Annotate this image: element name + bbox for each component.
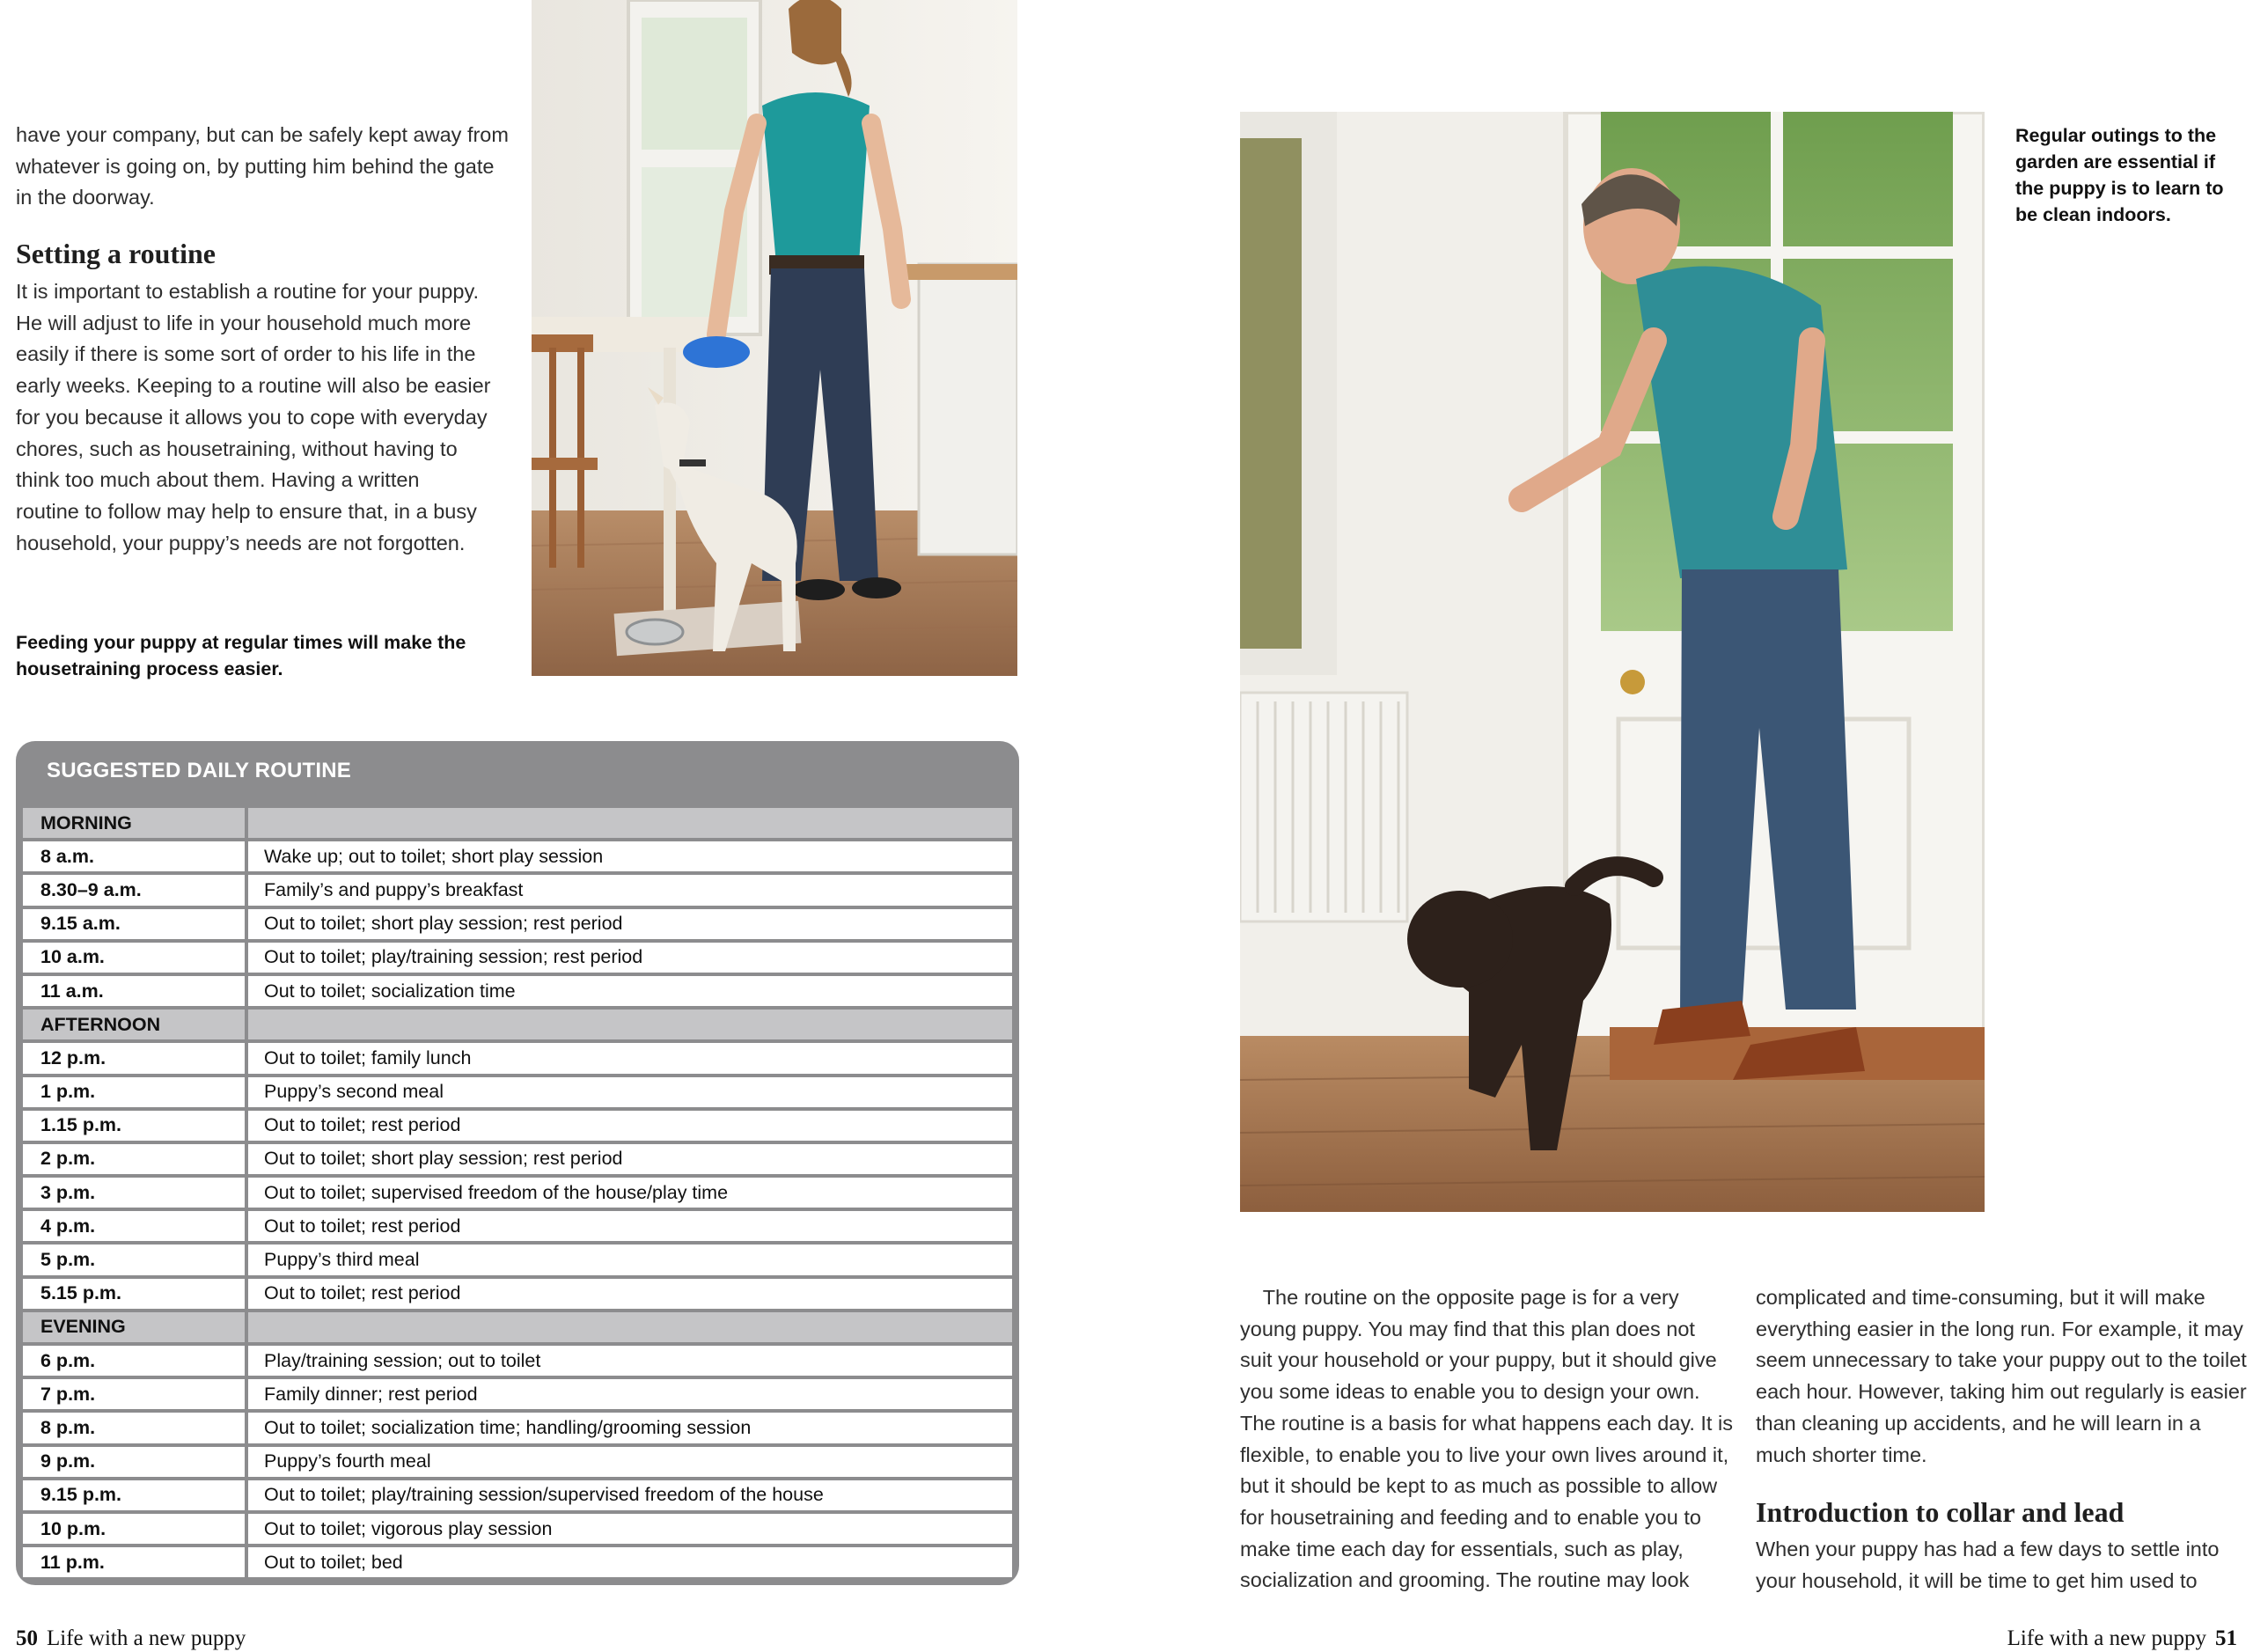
collar-lead-heading: Introduction to collar and lead xyxy=(1756,1496,2125,1528)
routine-activity: Play/training session; out to toilet xyxy=(245,1346,1012,1376)
suggested-daily-routine-table xyxy=(16,741,1019,1585)
routine-time: 1.15 p.m. xyxy=(23,1111,245,1141)
routine-time: 9.15 p.m. xyxy=(23,1480,245,1510)
routine-time: 5 p.m. xyxy=(23,1245,245,1274)
garden-door-illustration xyxy=(1240,112,1985,1212)
column2-line: each hour. However, taking him out regularly is easier xyxy=(1756,1380,2247,1404)
routine-activity: Out to toilet; rest period xyxy=(245,1279,1012,1309)
routine-section-row xyxy=(23,1312,1012,1342)
column1-line: The routine on the opposite page is for a very xyxy=(1240,1286,1679,1309)
paragraph-line: think too much about them. Having a written xyxy=(16,468,420,492)
column1-line: but it should be kept to as much as possible to allow xyxy=(1240,1474,1718,1498)
paragraph-line: When your puppy has had a few days to settle into xyxy=(1756,1538,2220,1560)
paragraph-line: He will adjust to life in your household much more xyxy=(16,311,472,334)
column1-line: flexible, to enable you to live your own lives around it, xyxy=(1240,1443,1729,1466)
routine-activity: Wake up; out to toilet; short play session xyxy=(245,841,1012,871)
caption-line: the puppy is to learn to xyxy=(2015,178,2224,199)
intro-line: whatever is going on, by putting him behind the gate xyxy=(16,154,495,178)
routine-time: 8.30–9 a.m. xyxy=(23,875,245,905)
column2-line: than cleaning up accidents, and he will learn in a xyxy=(1756,1411,2201,1435)
routine-row xyxy=(23,1111,1012,1141)
routine-activity: Family’s and puppy’s breakfast xyxy=(245,875,1012,905)
setting-routine-heading: Setting a routine xyxy=(16,238,216,269)
routine-activity: Out to toilet; supervised freedom of the house/play time xyxy=(245,1178,1012,1208)
routine-activity xyxy=(245,1312,1012,1342)
section-label: AFTERNOON xyxy=(23,1010,245,1039)
column2-line: much shorter time. xyxy=(1756,1443,1927,1466)
right-column-2 xyxy=(1756,1282,2253,1471)
routine-row xyxy=(23,1379,1012,1409)
column2-line: complicated and time-consuming, but it will make xyxy=(1756,1286,2205,1309)
routine-time: 3 p.m. xyxy=(23,1178,245,1208)
garden-door-photo xyxy=(1240,112,1985,1212)
routine-time: 8 a.m. xyxy=(23,841,245,871)
routine-row xyxy=(23,943,1012,973)
intro-line: have your company, but can be safely kept away from xyxy=(16,123,509,146)
feeding-photo-caption xyxy=(16,629,509,682)
left-intro-paragraph xyxy=(16,120,526,214)
routine-row xyxy=(23,1346,1012,1376)
routine-row xyxy=(23,1178,1012,1208)
routine-activity: Puppy’s third meal xyxy=(245,1245,1012,1274)
page-number: 50 xyxy=(16,1626,38,1650)
routine-row xyxy=(23,1211,1012,1241)
routine-activity: Out to toilet; rest period xyxy=(245,1111,1012,1141)
routine-time: 2 p.m. xyxy=(23,1144,245,1174)
routine-time: 11 a.m. xyxy=(23,976,245,1006)
routine-time: 9 p.m. xyxy=(23,1447,245,1477)
routine-time: 7 p.m. xyxy=(23,1379,245,1409)
routine-row xyxy=(23,1547,1012,1577)
routine-time: 10 p.m. xyxy=(23,1514,245,1544)
column2-line: seem unnecessary to take your puppy out to the toilet xyxy=(1756,1348,2247,1372)
routine-row xyxy=(23,841,1012,871)
routine-row xyxy=(23,976,1012,1006)
column1-line: suit your household or your puppy, but it should give xyxy=(1240,1348,1717,1372)
routine-time: 10 a.m. xyxy=(23,943,245,973)
caption-line: housetraining process easier. xyxy=(16,658,283,679)
column1-line: you some ideas to enable you to design your own. xyxy=(1240,1380,1700,1404)
routine-time: 6 p.m. xyxy=(23,1346,245,1376)
routine-row xyxy=(23,1077,1012,1107)
routine-row xyxy=(23,1043,1012,1073)
section-label: MORNING xyxy=(23,808,245,838)
routine-table-body xyxy=(23,808,1012,1577)
routine-activity xyxy=(245,808,1012,838)
routine-activity: Out to toilet; play/training session/supervised freedom of the house xyxy=(245,1480,1012,1510)
routine-activity: Out to toilet; family lunch xyxy=(245,1043,1012,1073)
routine-row xyxy=(23,875,1012,905)
routine-time: 8 p.m. xyxy=(23,1413,245,1443)
routine-activity: Out to toilet; play/training session; rest period xyxy=(245,943,1012,973)
routine-row xyxy=(23,1514,1012,1544)
routine-activity: Out to toilet; socialization time; handling/grooming session xyxy=(245,1413,1012,1443)
intro-line: in the doorway. xyxy=(16,186,155,209)
routine-time: 4 p.m. xyxy=(23,1211,245,1241)
routine-row xyxy=(23,909,1012,939)
column2-line: everything easier in the long run. For example, it may xyxy=(1756,1317,2243,1340)
routine-time: 5.15 p.m. xyxy=(23,1279,245,1309)
page-number: 51 xyxy=(2215,1626,2237,1650)
routine-activity: Out to toilet; short play session; rest period xyxy=(245,1144,1012,1174)
caption-line: be clean indoors. xyxy=(2015,204,2171,225)
column1-line: young puppy. You may find that this plan does not xyxy=(1240,1317,1695,1340)
routine-row xyxy=(23,1279,1012,1309)
routine-time: 1 p.m. xyxy=(23,1077,245,1107)
column1-line: The routine is a basis for what happens each day. It is xyxy=(1240,1411,1733,1435)
column1-line: socialization and grooming. The routine may look xyxy=(1240,1568,1690,1592)
running-title: Life with a new puppy xyxy=(47,1626,246,1650)
paragraph-line: routine to follow may help to ensure that, in a busy xyxy=(16,499,477,523)
routine-row xyxy=(23,1245,1012,1274)
caption-line: Feeding your puppy at regular times will make the xyxy=(16,632,466,653)
left-folio xyxy=(16,1626,246,1651)
routine-time: 9.15 a.m. xyxy=(23,909,245,939)
feeding-puppy-photo xyxy=(532,0,1017,676)
routine-activity: Puppy’s fourth meal xyxy=(245,1447,1012,1477)
caption-line: Regular outings to the xyxy=(2015,125,2217,146)
caption-line: garden are essential if xyxy=(2015,151,2216,173)
routine-time: 12 p.m. xyxy=(23,1043,245,1073)
routine-row xyxy=(23,1480,1012,1510)
feeding-puppy-illustration xyxy=(532,0,1017,676)
paragraph-line: chores, such as housetraining, without having to xyxy=(16,437,458,460)
routine-row xyxy=(23,1144,1012,1174)
garden-photo-caption xyxy=(2015,122,2244,228)
paragraph-line: for you because it allows you to cope with everyday xyxy=(16,405,488,429)
collar-lead-paragraph xyxy=(1756,1534,2253,1597)
running-title: Life with a new puppy xyxy=(2007,1626,2206,1650)
routine-activity xyxy=(245,1010,1012,1039)
paragraph-line: easily if there is some sort of order to his life in the xyxy=(16,342,476,366)
routine-row xyxy=(23,1447,1012,1477)
paragraph-line: It is important to establish a routine for your puppy. xyxy=(16,280,479,303)
routine-activity: Out to toilet; socialization time xyxy=(245,976,1012,1006)
routine-activity: Family dinner; rest period xyxy=(245,1379,1012,1409)
column1-line: for housetraining and feeding and to enable you to xyxy=(1240,1505,1701,1529)
paragraph-line: your household, it will be time to get him used to xyxy=(1756,1568,2198,1592)
paragraph-line: early weeks. Keeping to a routine will also be easier xyxy=(16,374,491,398)
routine-activity: Out to toilet; rest period xyxy=(245,1211,1012,1241)
right-column-1 xyxy=(1240,1282,1742,1597)
routine-row xyxy=(23,1413,1012,1443)
routine-section-row xyxy=(23,808,1012,838)
routine-activity: Out to toilet; short play session; rest period xyxy=(245,909,1012,939)
setting-routine-paragraph xyxy=(16,276,526,559)
paragraph-line: household, your puppy’s needs are not forgotten. xyxy=(16,531,466,554)
routine-table-grid xyxy=(23,804,1012,1581)
routine-table-title: SUGGESTED DAILY ROUTINE xyxy=(47,759,351,782)
right-folio xyxy=(2007,1626,2237,1651)
routine-time: 11 p.m. xyxy=(23,1547,245,1577)
routine-section-row xyxy=(23,1010,1012,1039)
section-label: EVENING xyxy=(23,1312,245,1342)
routine-activity: Out to toilet; bed xyxy=(245,1547,1012,1577)
routine-activity: Out to toilet; vigorous play session xyxy=(245,1514,1012,1544)
column1-line: make time each day for essentials, such as play, xyxy=(1240,1537,1684,1560)
routine-activity: Puppy’s second meal xyxy=(245,1077,1012,1107)
